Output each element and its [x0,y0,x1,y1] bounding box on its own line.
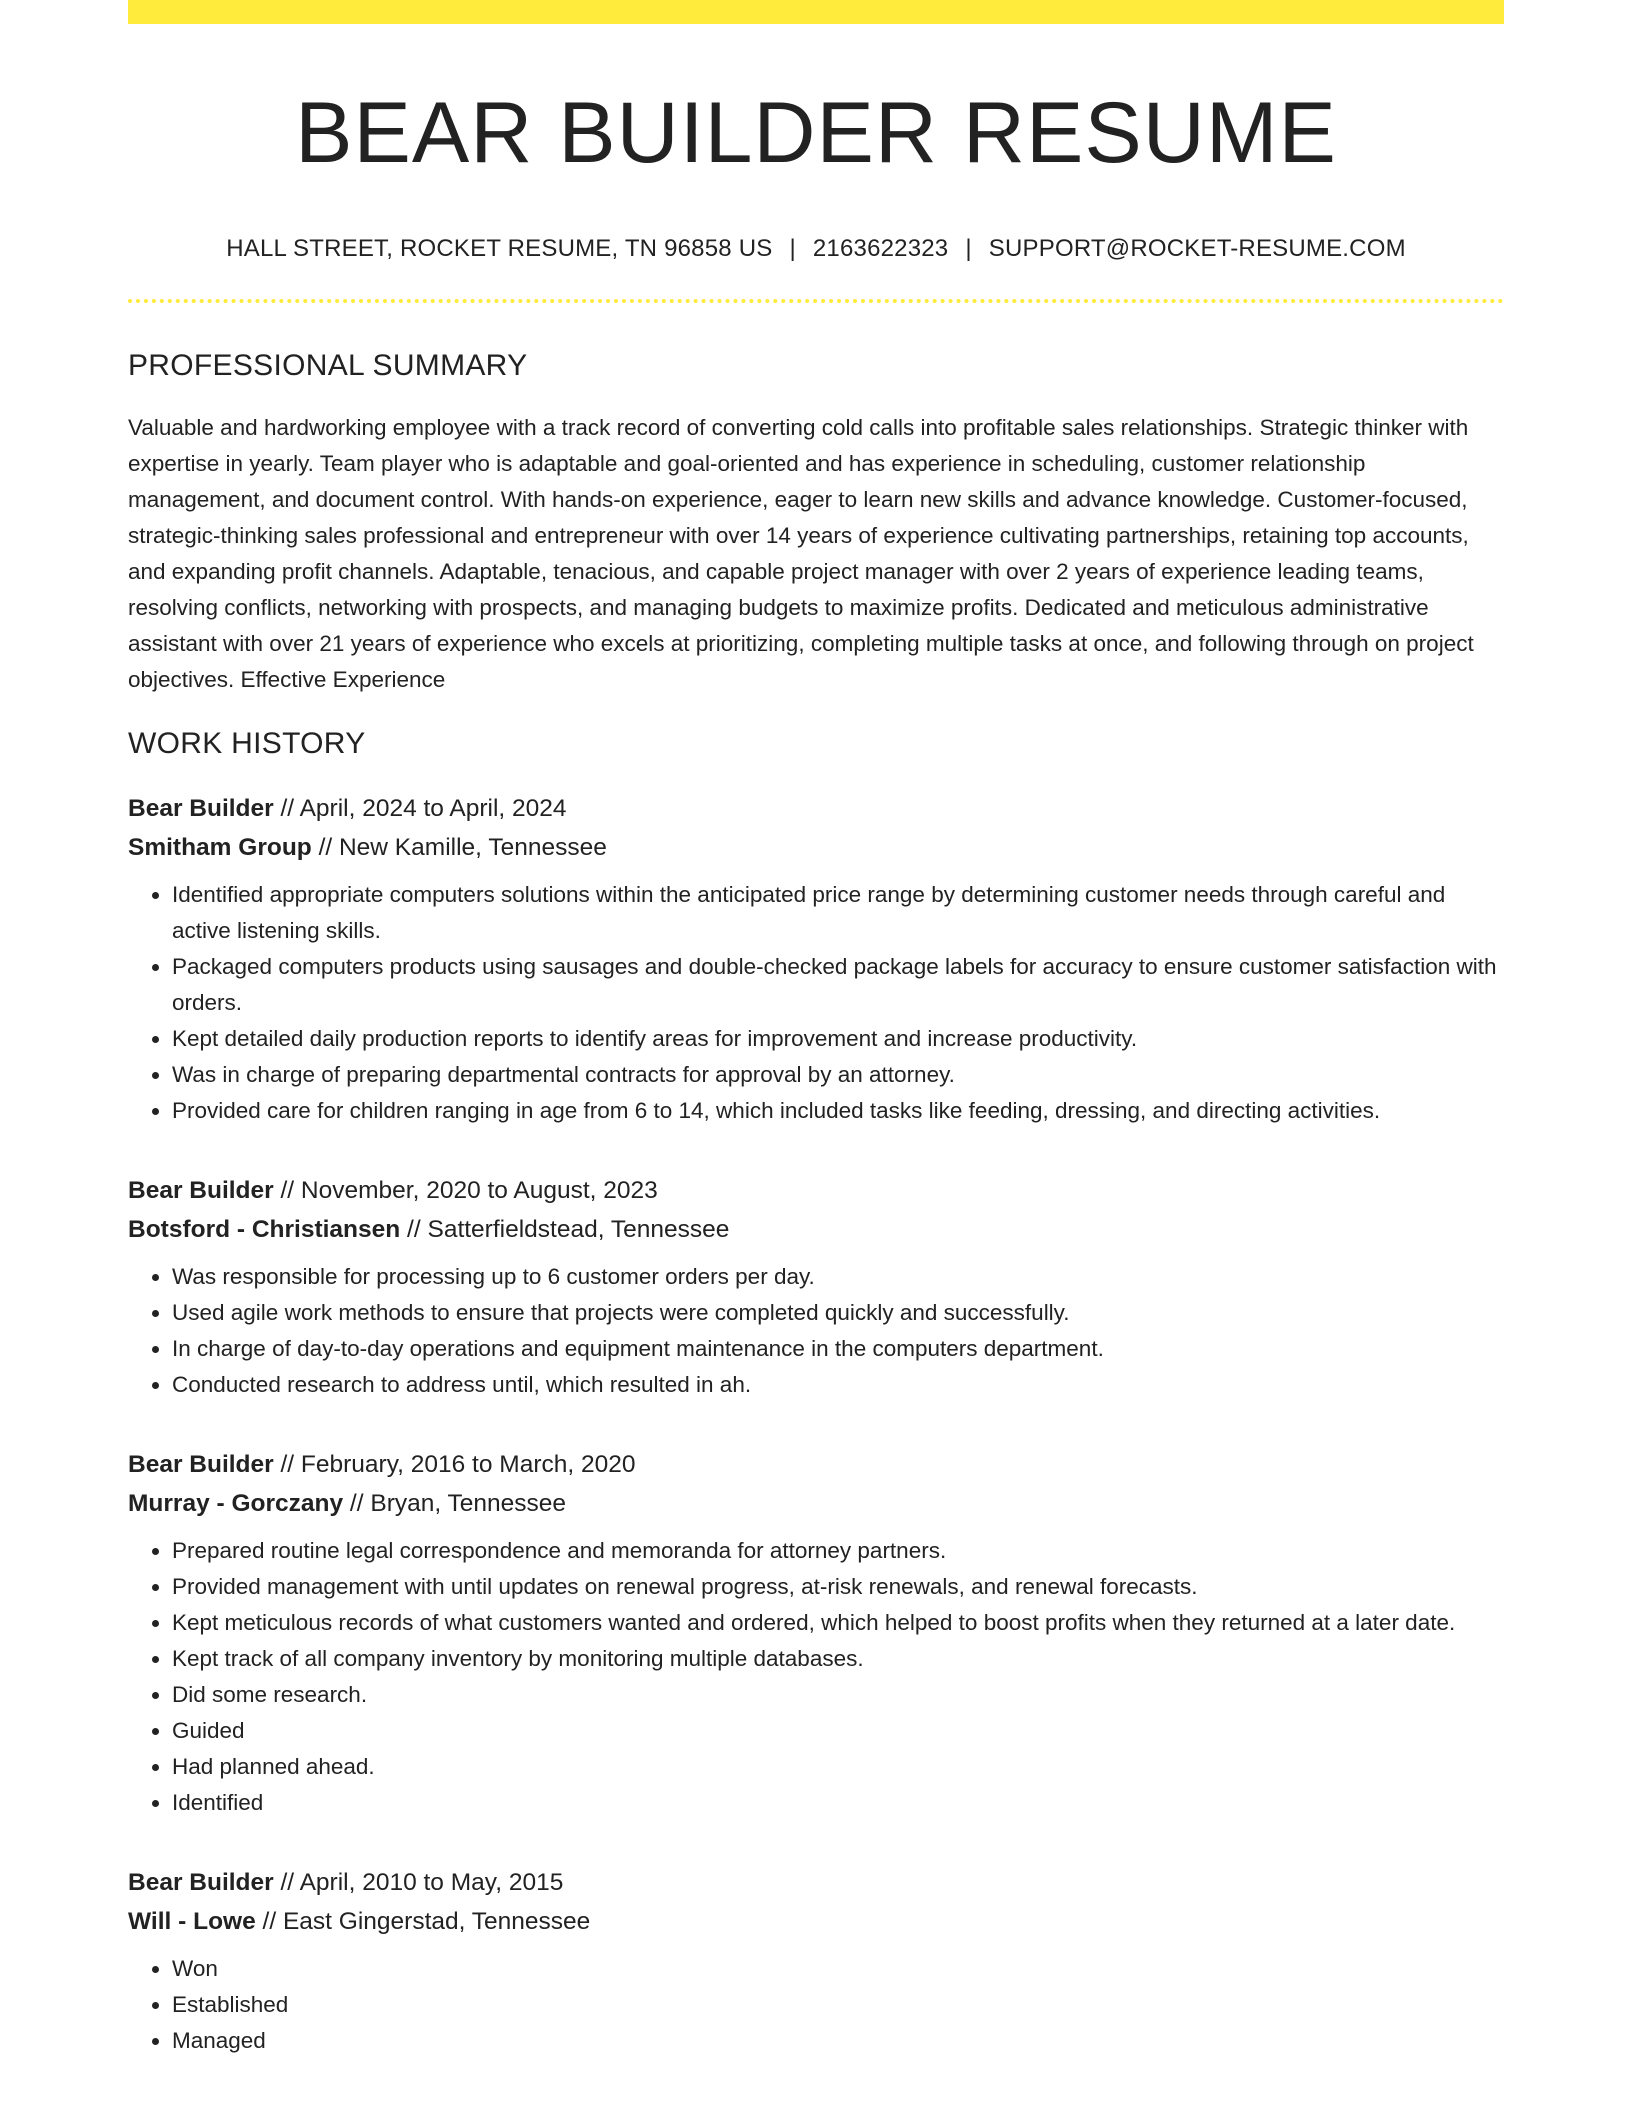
job-company: Botsford - Christiansen [128,1216,401,1244]
job-dates: // February, 2016 to March, 2020 [273,1451,636,1479]
job-company: Murray - Gorczany [128,1490,344,1518]
contact-address: HALL STREET, ROCKET RESUME, TN 96858 US [226,235,773,263]
summary-text: Valuable and hardworking employee with a track record of converting cold calls into profitable sales relationships. Strategic thinker with expertise in yearly. Team player who is adaptable and goal-oriented and has experience in scheduling, customer relationship management, and document control. With hands-on experience, eager to learn new skills and advance knowledge. Customer-focused, strategic-thinking sales professional and entrepreneur with over 14 years of experience cultivating partnerships, retaining top accounts, and expanding profit channels. Adaptable, tenacious, and capable project manager with over 2 years of experience leading teams, resolving conflicts, networking with prospects, and managing budgets to maximize profits. Dedicated and meticulous administrative assistant with over 21 years of experience who excels at prioritizing, completing multiple tasks at once, and following through on project objectives. Effective Experience [128,415,1474,693]
duty-list [128,1951,1504,2059]
duty-list [128,877,1504,1129]
duty-item: • Managed [172,2023,1504,2059]
duty-item: • Conducted research to address until, which resulted in ah. [172,1367,1504,1403]
duty-item: • In charge of day-to-day operations and equipment maintenance in the computers department. [172,1331,1504,1367]
job-title-line [128,1171,1504,1210]
job-title: Bear Builder [128,1177,274,1205]
contact-separator: | [789,235,796,263]
duty-item: • Packaged computers products using sausages and double-checked package labels for accuracy to ensure customer satisfaction with orders. [172,949,1504,1021]
duty-item: • Kept meticulous records of what customers wanted and ordered, which helped to boost profits when they returned at a later date. [172,1605,1504,1641]
job-company-line [128,1210,1504,1249]
job-dates: // November, 2020 to August, 2023 [273,1177,658,1205]
duty-item: • Prepared routine legal correspondence and memoranda for attorney partners. [172,1533,1504,1569]
resume-title: BEAR BUILDER RESUME [295,85,1337,181]
job-company-line [128,1484,1504,1523]
duty-list [128,1533,1504,1821]
job-entry [128,789,1504,1129]
duty-item: • Was responsible for processing up to 6 customer orders per day. [172,1259,1504,1295]
work-history-heading: WORK HISTORY [128,727,366,761]
job-title-line [128,1445,1504,1484]
job-company: Will - Lowe [128,1908,256,1936]
job-title: Bear Builder [128,1869,274,1897]
job-title-line [128,1863,1504,1902]
contact-separator: | [965,235,972,263]
job-location: // New Kamille, Tennessee [311,834,607,862]
resume-content [128,0,1504,2059]
job-title-line [128,789,1504,828]
duty-item: • Was in charge of preparing departmental contracts for approval by an attorney. [172,1057,1504,1093]
top-accent-bar [128,0,1504,24]
duty-item: • Established [172,1987,1504,2023]
duty-item: • Used agile work methods to ensure that projects were completed quickly and successfully. [172,1295,1504,1331]
duty-item: • Provided management with until updates on renewal progress, at-risk renewals, and renewal forecasts. [172,1569,1504,1605]
duty-item: • Did some research. [172,1677,1504,1713]
duty-item: • Won [172,1951,1504,1987]
duty-list [128,1259,1504,1403]
contact-phone: 2163622323 [812,235,949,263]
duty-item: • Kept detailed daily production reports to identify areas for improvement and increase productivity. [172,1021,1504,1057]
job-entry [128,1445,1504,1821]
job-company-line [128,1902,1504,1941]
job-company-line [128,828,1504,867]
job-dates: // April, 2024 to April, 2024 [273,795,567,823]
duty-item: • Identified [172,1785,1504,1821]
job-title: Bear Builder [128,795,274,823]
duty-item: • Had planned ahead. [172,1749,1504,1785]
duty-item: • Guided [172,1713,1504,1749]
duty-item: • Identified appropriate computers solutions within the anticipated price range by determining customer needs through careful and active listening skills. [172,877,1504,949]
job-location: // Bryan, Tennessee [343,1490,567,1518]
duty-item: • Provided care for children ranging in age from 6 to 14, which included tasks like feeding, dressing, and directing activities. [172,1093,1504,1129]
job-title: Bear Builder [128,1451,274,1479]
contact-line [128,233,1504,264]
job-entry [128,1171,1504,1403]
summary-heading: PROFESSIONAL SUMMARY [128,349,528,383]
contact-email: SUPPORT@ROCKET-RESUME.COM [988,235,1406,263]
job-company: Smitham Group [128,834,312,862]
job-location: // East Gingerstad, Tennessee [255,1908,591,1936]
job-entry [128,1863,1504,2059]
header-divider [128,299,1504,303]
job-location: // Satterfieldstead, Tennessee [400,1216,730,1244]
job-dates: // April, 2010 to May, 2015 [273,1869,564,1897]
duty-item: • Kept track of all company inventory by monitoring multiple databases. [172,1641,1504,1677]
